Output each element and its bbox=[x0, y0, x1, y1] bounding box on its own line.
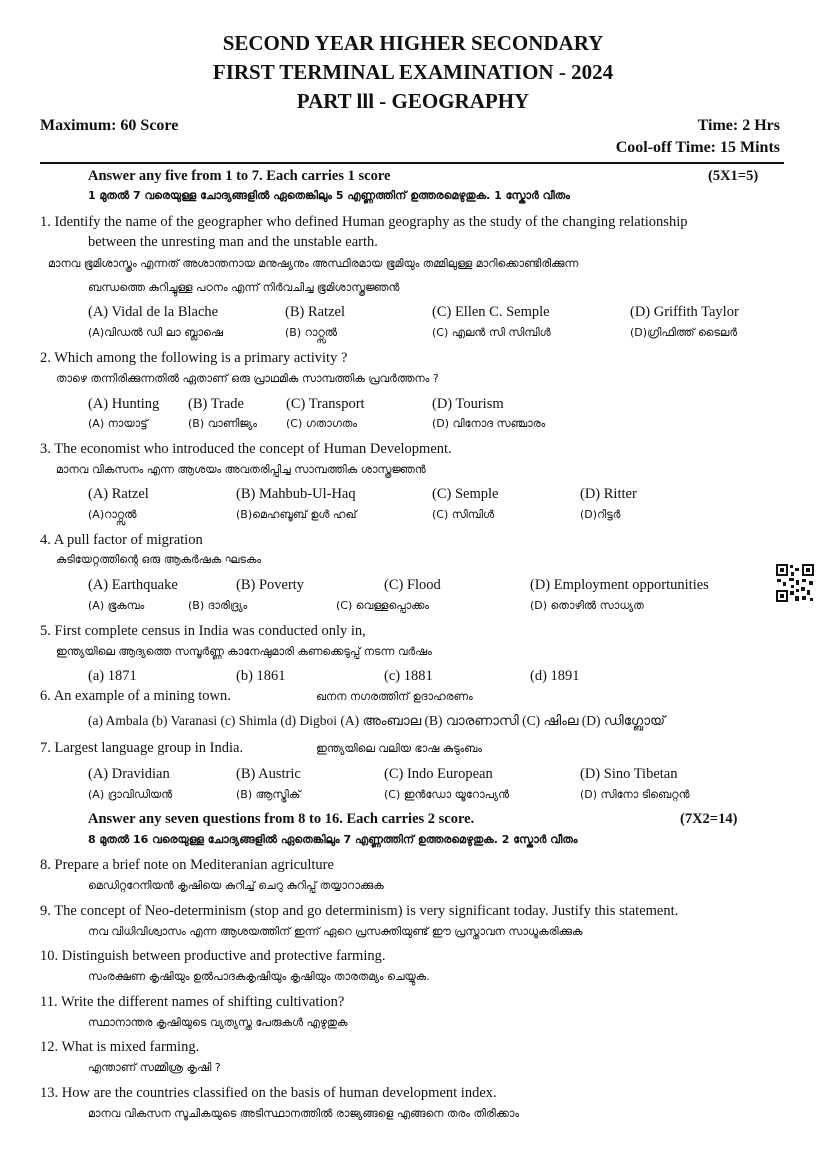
q1-option-a-ml: (A)വിഡൽ ഡി ലാ ബ്ലാഷെ bbox=[88, 326, 223, 339]
time: Time: 2 Hrs bbox=[697, 117, 780, 134]
q7-option-d-ml: (D) സിനോ ടിബെറ്റൻ bbox=[580, 788, 690, 801]
q1-ml-line2: ബന്ധത്തെ കുറിച്ചുള്ള പഠനം എന്ന് നിർവചിച്ച ഭൂമിശാസ്ത്രജ്ഞൻ bbox=[88, 281, 400, 294]
q7-ml: ഇന്ത്യയിലെ വലിയ ഭാഷ കുടുംബം bbox=[316, 742, 483, 755]
q1-option-b-ml: (B) റാറ്റ്സൽ bbox=[285, 326, 338, 339]
q1-option-c: (C) Ellen C. Semple bbox=[432, 304, 550, 320]
q2-option-b-ml: (B) വാണിജ്യം bbox=[188, 417, 257, 430]
q3-ml: മാനവ വികസനം എന്ന ആശയം അവതരിപ്പിച്ച സാമ്പത്തിക ശാസ്ത്രജ്ഞൻ bbox=[56, 463, 426, 476]
q7-option-b: (B) Austric bbox=[236, 766, 301, 782]
q12-ml: എന്താണ് സമ്മിശ്ര കൃഷി ? bbox=[88, 1061, 221, 1074]
q6-options-line: (a) Ambala (b) Varanasi (c) Shimla (d) Digboi (A) അംബാല (B) വാരണാസി (C) ഷിംല (D) ഡിഗ്ബോയ് bbox=[88, 713, 666, 728]
q8-ml: മെഡിറ്ററേനിയൻ കൃഷിയെ കുറിച്ച് ചെറു കുറിപ്പ് തയ്യാറാക്കുക bbox=[88, 879, 384, 892]
qr-code-icon bbox=[775, 563, 815, 603]
q8-text: 8. Prepare a brief note on Mediteranian agriculture bbox=[40, 857, 334, 873]
q4-option-b: (B) Poverty bbox=[236, 577, 305, 593]
section1-instruction-ml: 1 മുതൽ 7 വരെയുള്ള ചോദ്യങ്ങളിൽ ഏതെങ്കിലും 5 എണ്ണത്തിന് ഉത്തരമെഴുതുക. 1 സ്കോർ വീതം bbox=[88, 189, 570, 202]
cool-off-time: Cool-off Time: 15 Mints bbox=[615, 139, 780, 156]
q5-option-d: (d) 1891 bbox=[530, 668, 580, 684]
q1-option-c-ml: (C) എലൻ സി സിമ്പിൾ bbox=[432, 326, 551, 339]
q5-text: 5. First complete census in India was conducted only in, bbox=[40, 623, 366, 639]
q7-option-c-ml: (C) ഇൻഡോ യൂറോപ്യൻ bbox=[384, 788, 510, 801]
q5-option-c: (c) 1881 bbox=[384, 668, 433, 684]
q2-ml: താഴെ തന്നിരിക്കുന്നതിൽ ഏതാണ് ഒരു പ്രാഥമിക സാമ്പത്തിക പ്രവർത്തനം ? bbox=[56, 372, 439, 385]
q4-option-b-ml: (B) ദാരിദ്ര്യം bbox=[188, 599, 248, 612]
q3-option-a: (A) Ratzel bbox=[88, 486, 149, 502]
q4-option-d: (D) Employment opportunities bbox=[530, 577, 709, 593]
q3-option-a-ml: (A)റാറ്റ്സൽ bbox=[88, 508, 137, 521]
q5-option-a: (a) 1871 bbox=[88, 668, 137, 684]
q13-ml: മാനവ വികസന സൂചികയുടെ അടിസ്ഥാനത്തിൽ രാജ്യങ്ങളെ എങ്ങനെ തരം തിരിക്കാം bbox=[88, 1107, 520, 1120]
q4-option-c: (C) Flood bbox=[384, 577, 441, 593]
q1-option-b: (B) Ratzel bbox=[285, 304, 345, 320]
q4-option-c-ml: (C) വെള്ളപ്പൊക്കം bbox=[336, 599, 430, 612]
q12-text: 12. What is mixed farming. bbox=[40, 1039, 200, 1055]
q3-option-c: (C) Semple bbox=[432, 486, 499, 502]
q4-option-d-ml: (D) തൊഴിൽ സാധ്യത bbox=[530, 599, 644, 612]
q7-option-a-ml: (A) ദ്രാവിഡിയൻ bbox=[88, 788, 173, 801]
q6-ml: ഖനന നഗരത്തിന് ഉദാഹരണം bbox=[316, 690, 473, 703]
q11-text: 11. Write the different names of shifting cultivation? bbox=[40, 994, 345, 1010]
q11-ml: സ്ഥാനാന്തര കൃഷിയുടെ വ്യത്യസ്ത പേരുകൾ എഴുതുക bbox=[88, 1016, 348, 1029]
q1-text-line1: 1. Identify the name of the geographer who defined Human geography as the study of the changing relationship bbox=[40, 214, 688, 230]
section1-score: (5X1=5) bbox=[708, 168, 759, 184]
header-divider bbox=[40, 162, 784, 164]
q3-option-b-ml: (B)മെഹബൂബ് ഉൾ ഹഖ് bbox=[236, 508, 357, 521]
exam-title-line2: FIRST TERMINAL EXAMINATION - 2024 bbox=[212, 60, 614, 84]
q7-text: 7. Largest language group in India. bbox=[40, 740, 244, 756]
q7-option-a: (A) Dravidian bbox=[88, 766, 170, 782]
q4-ml: കുടിയേറ്റത്തിന്റെ ഒരു ആകർഷക ഘടകം bbox=[56, 553, 262, 566]
q3-text: 3. The economist who introduced the concept of Human Development. bbox=[40, 441, 452, 457]
exam-title-line1: SECOND YEAR HIGHER SECONDARY bbox=[222, 31, 604, 55]
q9-ml: നവ വിധിവിശ്വാസം എന്ന ആശയത്തിന് ഇന്ന് ഏറെ പ്രസക്തിയുണ്ട് ഈ പ്രസ്താവന സാധൂകരിക്കുക bbox=[88, 925, 583, 938]
section2-instruction: Answer any seven questions from 8 to 16. Each carries 2 score. bbox=[88, 811, 475, 827]
q1-option-d-ml: (D)ഗ്രിഫിത്ത് ടൈലർ bbox=[630, 326, 738, 339]
q4-option-a-ml: (A) ഭൂകമ്പം bbox=[88, 599, 145, 612]
q1-option-a: (A) Vidal de la Blache bbox=[88, 304, 219, 320]
q3-option-b: (B) Mahbub-Ul-Haq bbox=[236, 486, 356, 502]
q1-text-line2: between the unresting man and the unstable earth. bbox=[88, 234, 378, 250]
q7-option-d: (D) Sino Tibetan bbox=[580, 766, 678, 782]
q2-option-c: (C) Transport bbox=[286, 396, 365, 412]
q7-option-c: (C) Indo European bbox=[384, 766, 493, 782]
q2-option-d: (D) Tourism bbox=[432, 396, 504, 412]
exam-title-line3: PART lll - GEOGRAPHY bbox=[296, 89, 530, 113]
q2-option-d-ml: (D) വിനോദ സഞ്ചാരം bbox=[432, 417, 546, 430]
q1-option-d: (D) Griffith Taylor bbox=[630, 304, 739, 320]
section1-instruction: Answer any five from 1 to 7. Each carries 1 score bbox=[88, 168, 391, 184]
q3-option-c-ml: (C) സിമ്പിൾ bbox=[432, 508, 495, 521]
q6-text: 6. An example of a mining town. bbox=[40, 688, 231, 704]
q5-ml: ഇന്ത്യയിലെ ആദ്യത്തെ സമ്പൂർണ്ണ കാനേഷുമാരി കണക്കെടുപ്പ് നടന്ന വർഷം bbox=[56, 645, 432, 658]
q2-option-c-ml: (C) ഗതാഗതം bbox=[286, 417, 357, 430]
q2-option-a: (A) Hunting bbox=[88, 396, 160, 412]
q9-text: 9. The concept of Neo-determinism (stop and go determinism) is very significant today. Justify this statement. bbox=[40, 903, 679, 919]
q3-option-d-ml: (D)റിട്ടർ bbox=[580, 508, 621, 521]
q5-option-b: (b) 1861 bbox=[236, 668, 286, 684]
q13-text: 13. How are the countries classified on the basis of human development index. bbox=[40, 1085, 497, 1101]
q2-option-a-ml: (A) നായാട്ട് bbox=[88, 417, 148, 430]
q10-ml: സംരക്ഷണ കൃഷിയും ഉൽപാദകകൃഷിയും കൃഷിയും താരതമ്യം ചെയ്യുക. bbox=[88, 970, 430, 983]
q4-option-a: (A) Earthquake bbox=[88, 577, 178, 593]
q7-option-b-ml: (B) ആസ്ട്രിക് bbox=[236, 788, 301, 801]
max-score: Maximum: 60 Score bbox=[40, 117, 179, 134]
section2-instruction-ml: 8 മുതൽ 16 വരെയുള്ള ചോദ്യങ്ങളിൽ ഏതെങ്കിലും 7 എണ്ണത്തിന് ഉത്തരമെഴുതുക. 2 സ്കോർ വീതം bbox=[88, 833, 578, 846]
q2-option-b: (B) Trade bbox=[188, 396, 244, 412]
q10-text: 10. Distinguish between productive and protective farming. bbox=[40, 948, 386, 964]
q4-text: 4. A pull factor of migration bbox=[40, 532, 203, 548]
section2-score: (7X2=14) bbox=[680, 811, 738, 827]
q3-option-d: (D) Ritter bbox=[580, 486, 637, 502]
q2-text: 2. Which among the following is a primary activity ? bbox=[40, 350, 348, 366]
q1-ml-line1: മാനവ ഭൂമിശാസ്ത്രം എന്നത് അശാന്തനായ മനുഷ്യനും അസ്ഥിരമായ ഭൂമിയും തമ്മിലുള്ള മാറിക്കൊണ്ടിരിക്കുന്ന bbox=[48, 257, 579, 270]
